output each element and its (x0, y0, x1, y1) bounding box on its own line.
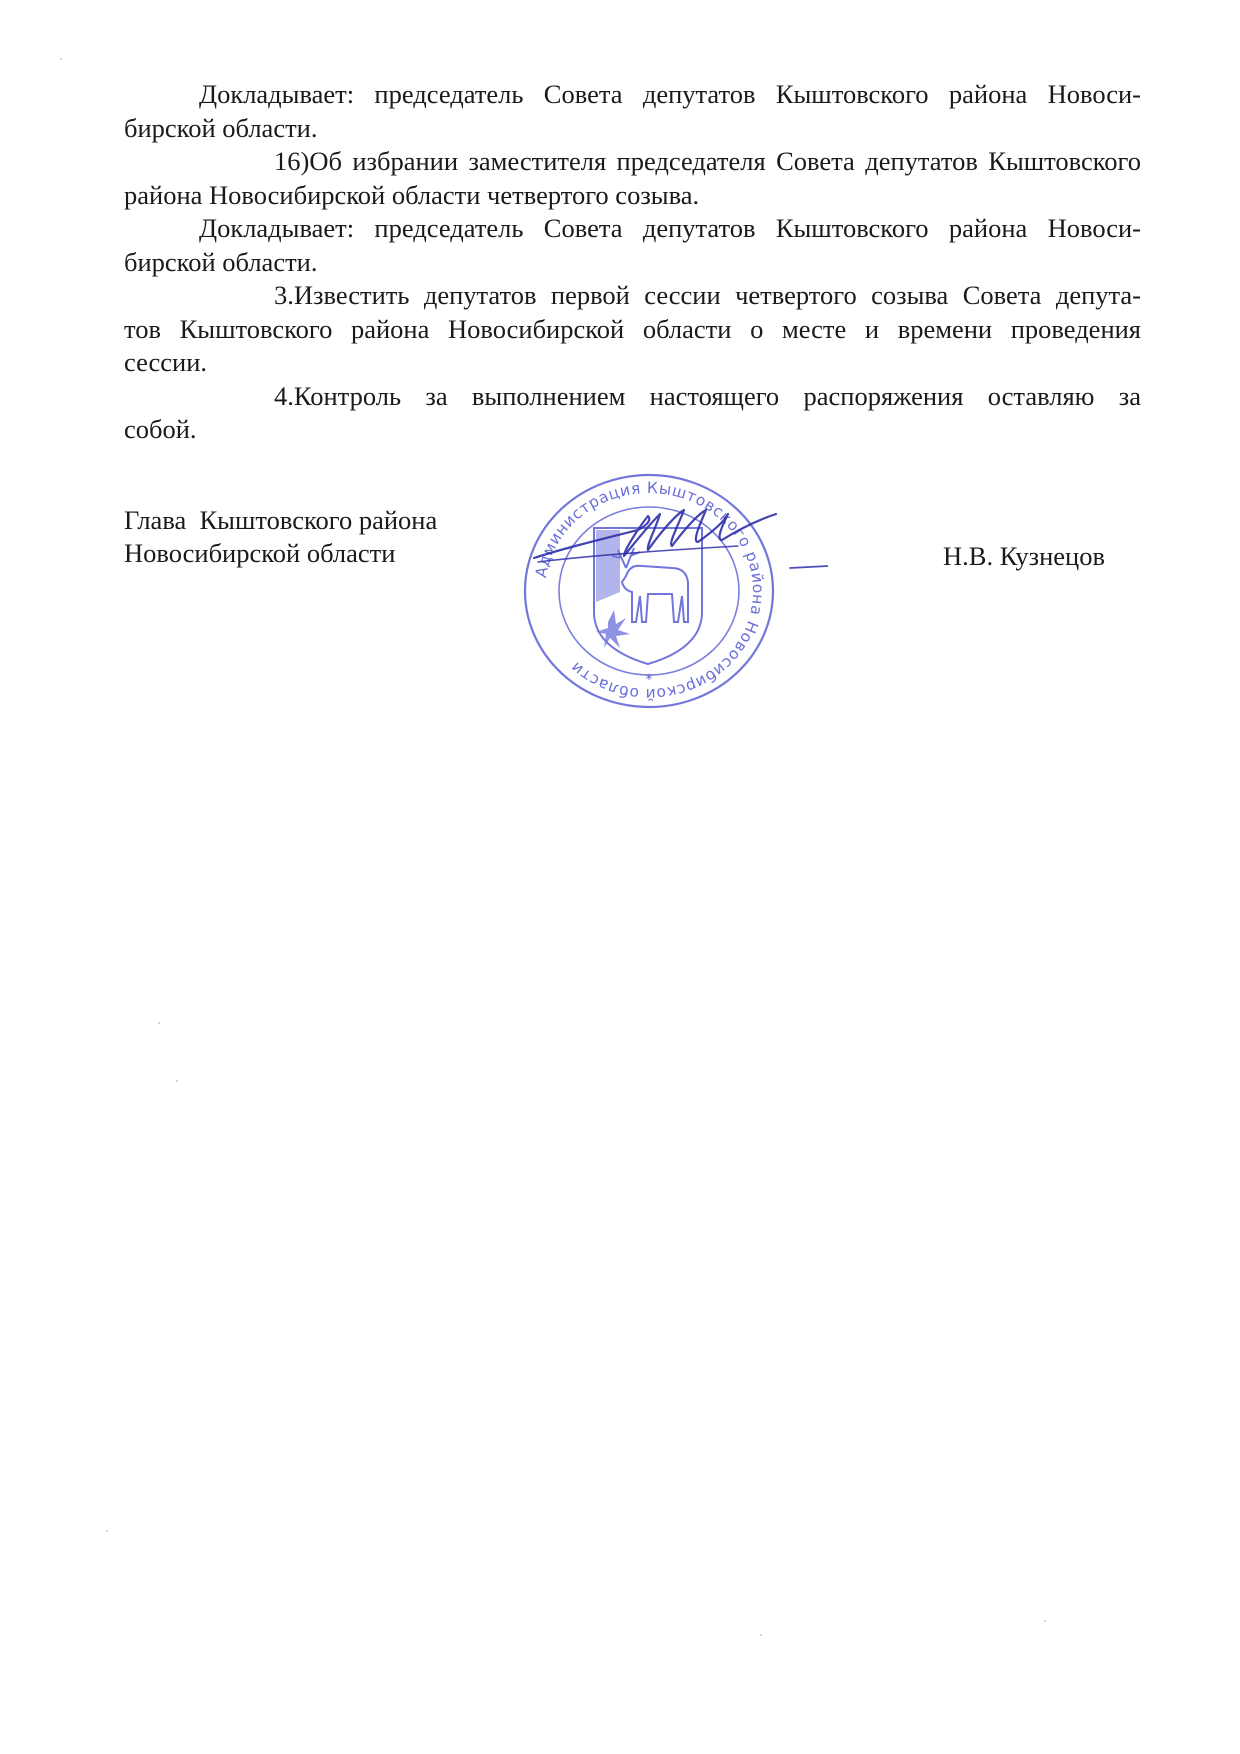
paragraph-reporter-2 (124, 212, 1141, 246)
paragraph-line: Контроль за выполнением настоящего распоряжения оставляю за (293, 380, 1141, 411)
paragraph-line: бирской области. (124, 112, 318, 143)
paragraph-line: Об избрании заместителя председателя Совета депутатов Кыштовского (309, 146, 1141, 176)
paragraph-line: тов Кыштовского района Новосибирской области о месте и времени проведения (124, 313, 1141, 344)
signatory-title-line: Новосибирской области (124, 538, 396, 568)
scan-speck (176, 1080, 178, 1082)
paragraph-line: Докладывает: председатель Совета депутатов Кыштовского района Новоси- (199, 79, 1141, 109)
seal-ring-text: Администрация Кыштовского района Новосибирской области (531, 478, 768, 704)
paragraph-item-3-cont (124, 313, 1141, 347)
paragraph-line: собой. (124, 414, 197, 444)
paragraph-line: Известить депутатов первой сессии четвертого созыва Совета депута- (293, 280, 1141, 310)
item-number: 3. (274, 280, 294, 310)
scan-speck (760, 1634, 762, 1636)
scan-speck (106, 1530, 108, 1532)
signatory-name: Н.В. Кузнецов (943, 541, 1105, 571)
seal-star: * (645, 672, 653, 688)
paragraph-line: сессии. (124, 347, 208, 377)
scan-speck (1044, 1620, 1046, 1622)
document-body (124, 78, 1141, 447)
paragraph-reporter-2-cont (124, 246, 1141, 280)
signatory-title (124, 504, 437, 570)
scan-speck (60, 58, 62, 60)
paragraph-item-4-cont (124, 413, 1141, 447)
paragraph-line: района Новосибирской области четвертого созыва. (124, 179, 700, 210)
handwritten-signature (528, 500, 828, 580)
paragraph-item-4 (124, 380, 1141, 414)
paragraph-item-16-cont (124, 179, 1141, 213)
paragraph-reporter-1-cont (124, 112, 1141, 146)
item-number: 4. (274, 380, 294, 411)
scan-speck (158, 1022, 160, 1024)
paragraph-item-16 (124, 145, 1141, 179)
paragraph-line: бирской области. (124, 246, 318, 277)
item-number: 16) (274, 146, 310, 176)
paragraph-item-3 (124, 279, 1141, 313)
paragraph-line: Докладывает: председатель Совета депутатов Кыштовского района Новоси- (199, 213, 1141, 243)
paragraph-reporter-1 (124, 78, 1141, 112)
signatory-title-line: Глава Кыштовского района (124, 505, 438, 535)
paragraph-item-3-cont2 (124, 346, 1141, 380)
